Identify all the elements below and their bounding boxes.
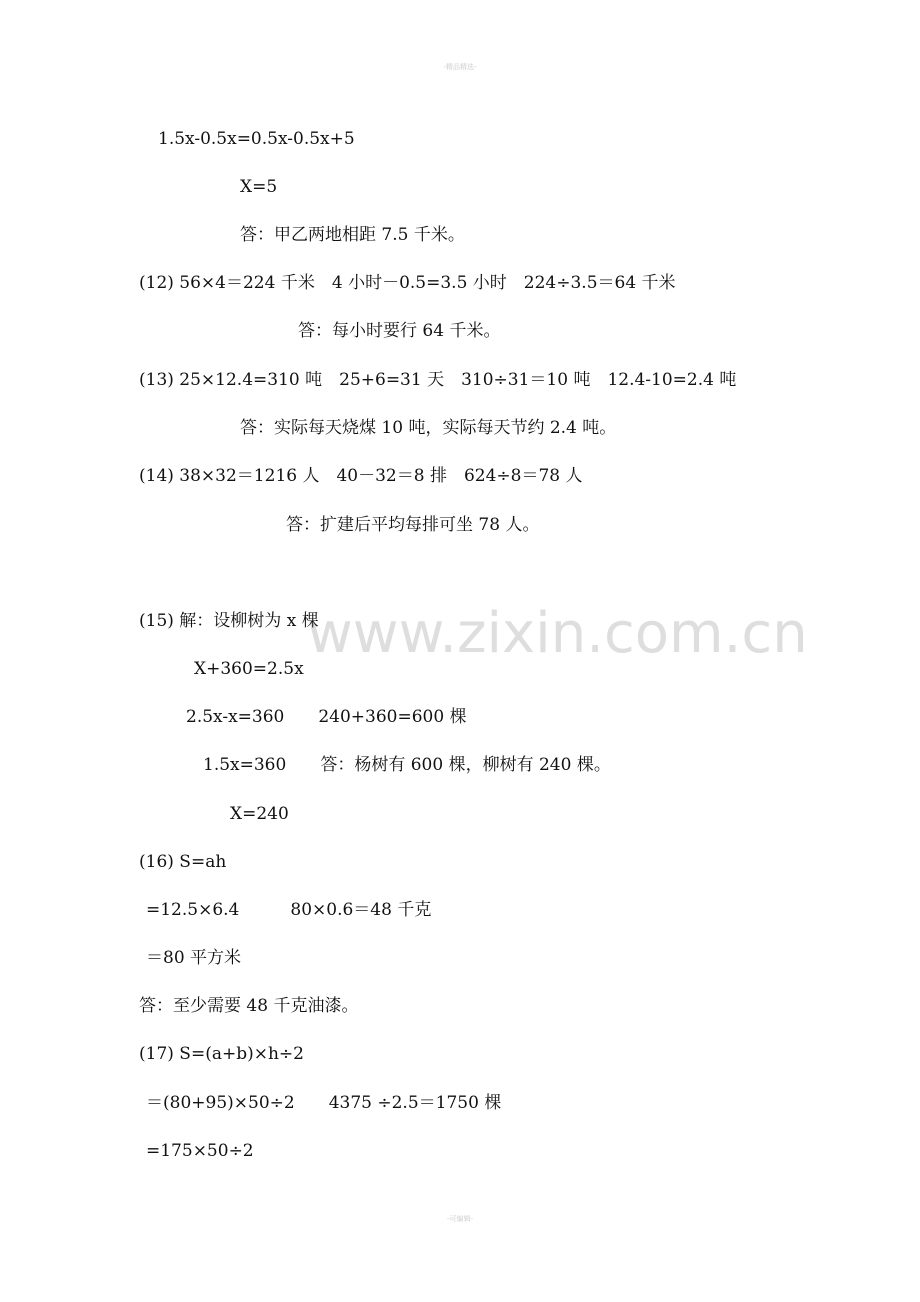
problem-16: (16) S=ah xyxy=(139,852,227,872)
problem-13: (13) 25×12.4=310 吨 25+6=31 天 310÷31＝10 吨 12.4-10=2.4 吨 xyxy=(139,370,737,390)
text-line: 1.5x-0.5x=0.5x-0.5x+5 xyxy=(158,129,355,149)
problem-17: (17) S=(a+b)×h÷2 xyxy=(139,1044,304,1064)
answer-line: 1.5x=360 答：杨树有 600 棵，柳树有 240 棵。 xyxy=(203,755,611,775)
page-header: -精品精选- xyxy=(443,63,477,71)
text-line: ＝80 平方米 xyxy=(146,948,242,968)
text-line: =175×50÷2 xyxy=(146,1141,254,1161)
watermark: www.zixin.com.cn xyxy=(307,601,808,666)
page-footer: -可编辑- xyxy=(446,1215,474,1223)
text-line: X=240 xyxy=(230,804,289,824)
text-line: X+360=2.5x xyxy=(194,659,304,679)
text-line: ＝(80+95)×50÷2 4375 ÷2.5＝1750 棵 xyxy=(146,1093,502,1113)
text-line: 2.5x-x=360 240+360=600 棵 xyxy=(186,707,467,727)
answer-line: 答：每小时要行 64 千米。 xyxy=(298,321,501,341)
answer-line: 答：甲乙两地相距 7.5 千米。 xyxy=(240,225,465,245)
answer-line: 答：扩建后平均每排可坐 78 人。 xyxy=(286,515,540,535)
problem-15: (15) 解：设柳树为 x 棵 xyxy=(139,611,319,631)
answer-line: 答：实际每天烧煤 10 吨，实际每天节约 2.4 吨。 xyxy=(240,418,617,438)
problem-12: (12) 56×4＝224 千米 4 小时－0.5=3.5 小时 224÷3.5＝64 千米 xyxy=(139,273,676,293)
problem-14: (14) 38×32＝1216 人 40－32＝8 排 624÷8＝78 人 xyxy=(139,466,583,486)
answer-line: 答：至少需要 48 千克油漆。 xyxy=(139,996,359,1016)
text-line: =12.5×6.4 80×0.6＝48 千克 xyxy=(146,900,432,920)
text-line: X=5 xyxy=(240,177,278,197)
